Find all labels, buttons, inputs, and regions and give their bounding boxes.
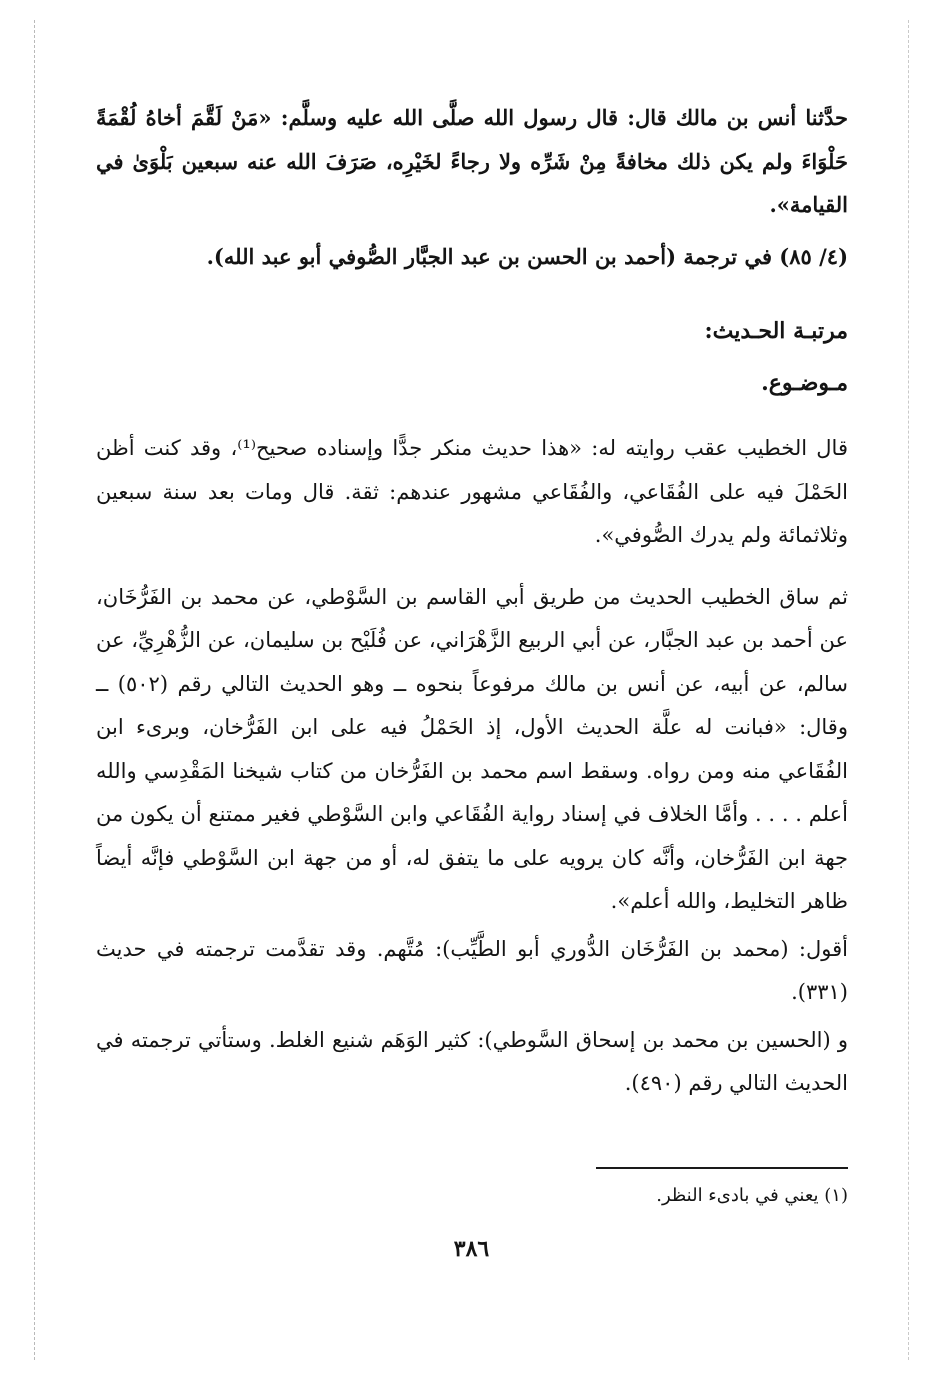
- scan-edge-right: [908, 20, 909, 1360]
- footnote-divider: [596, 1167, 848, 1169]
- main-text: [96, 96, 848, 1106]
- page-number: ٣٨٦: [453, 1236, 490, 1262]
- scan-edge-left: [34, 20, 35, 1360]
- hadith-text: حدَّثنا أنس بن مالك قال: قال رسول الله صلَّى الله عليه وسلَّم: «مَنْ لَقَّمَ أخاهُ لُقْمَةً حَلْوَاءَ ولم يكن ذلك مخافةً مِنْ شَرِّه ولا رجاءً لخَيْرِه، صَرَفَ الله عنه سبعين بَلْوَىٰ في القيامة».: [96, 105, 848, 217]
- author-remark: أقول: (محمد بن الفَرُّخَان الدُّوري أبو الطَّيِّب): مُتَّهم. وقد تقدَّمت ترجمته في حديث (٣٣١).: [96, 936, 848, 1004]
- khatib-commentary: قال الخطيب عقب روايته له: «هذا حديث منكر جدًّا وإسناده صحيح⁽¹⁾، وقد كنت أظن الحَمْلَ فيه على الفُقَاعي، والفُقَاعي مشهور عندهم: ثقة. قال ومات بعد سنة سبعين وثلاثمائة ولم يدرك الصُّوفي».: [96, 436, 848, 547]
- footnote: (١) يعني في بادىء النظر.: [656, 1185, 848, 1206]
- hadith-rank-heading: مرتبـة الحـديث:: [704, 318, 848, 344]
- narrator-reference: (٤/ ٨٥) في ترجمة (أحمد بن الحسن بن عبد الجبَّار الصُّوفي أبو عبد الله).: [206, 243, 848, 269]
- narrator-remark: و (الحسين بن محمد بن إسحاق السَّوطي): كثير الوَهَم شنيع الغلط. وستأتي ترجمته في الحديث التالي رقم (٤٩٠).: [96, 1027, 848, 1095]
- isnad-commentary: ثم ساق الخطيب الحديث من طريق أبي القاسم بن السَّوْطي، عن محمد بن الفَرُّخَان، عن أحمد بن عبد الجبَّار، عن أبي الربيع الزَّهْرَاني، عن فُلَيْح بن سليمان، عن الزُّهْرِيِّ، عن سالم، عن أبيه، عن أنس بن مالك مرفوعاً بنحوه ــ وهو الحديث التالي رقم (٥٠٢) ــ وقال: «فبانت له علَّة الحديث الأول، إذ الحَمْلُ فيه على ابن الفَرُّخان، وبرىء ابن الفُقَاعي منه ومن رواه. وسقط اسم محمد بن الفَرُّخان من كتاب شيخنا المَقْدِسي والله أعلم . . . . وأمَّا الخلاف في إسناد رواية الفُقَاعي وابن السَّوْطي فغير ممتنع أن يكون من جهة ابن الفَرُّخان، وأنَّه كان يرويه على ما يتفق له، أو من جهة ابن السَّوْطي فإنَّه أيضاً ظاهر التخليط، والله أعلم».: [96, 584, 848, 913]
- hadith-grade: مـوضـوع.: [761, 369, 848, 396]
